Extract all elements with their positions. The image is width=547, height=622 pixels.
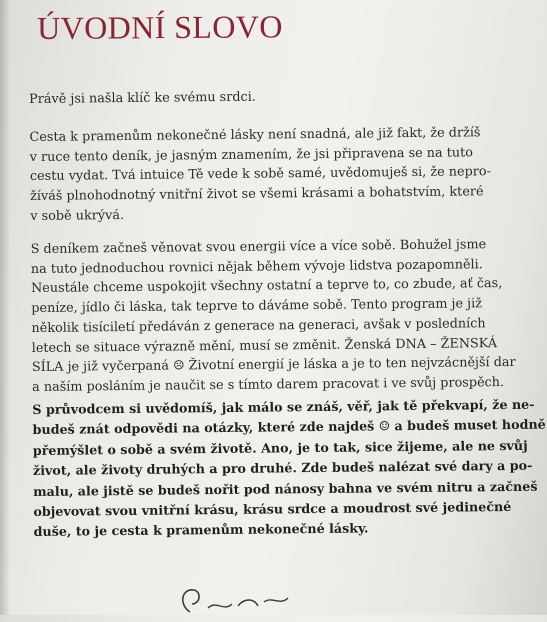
text-line: cestu vydat. Tvá intuice Tě vede k sobě samé, uvědomuješ si, že nepro- (29, 164, 491, 185)
flourish-icon (168, 582, 308, 622)
text-line: letech se situace výrazně mění, musí se změnit. Ženská DNA – ŽENSKÁ (31, 335, 498, 356)
text-line: život, ale životy druhých a pro druhé. Zde budeš nalézat své dary a po- (32, 457, 533, 479)
page-edge-shadow (0, 0, 10, 615)
text-line: S deníkem začneš věnovat svou energii více a více sobě. Bohužel jsme (30, 237, 487, 257)
intro-text (29, 86, 546, 540)
text-line: objevovat svou vnitřní krásu, krásu srdce a moudrost své jedinečné (33, 499, 512, 520)
text-line: přemýšlet o sobě a svém životě. Ano, je to tak, sice žijeme, ale ne svůj (32, 437, 528, 458)
text-line: žíváš plnohodnotný vnitřní život se všemi krásami a bohatstvím, které (30, 184, 484, 205)
text-line: Cesta k pramenům nekonečné lásky není snadná, ale již fakt, že držíš (29, 125, 481, 145)
text-line: na tuto jednoduchou rovnici nějak během vývoje lidstva pozapomněli. (30, 256, 483, 277)
paragraph-1 (29, 88, 256, 110)
paragraph-2 (29, 123, 491, 226)
text-line: několik tisíciletí předáván z generace na generaci, avšak v posledních (31, 316, 486, 336)
text-line: v sobě ukrývá. (30, 207, 125, 224)
text-line: a naším posláním je naučit se s tímto darem pracovat i ve svůj prospěch. (32, 374, 505, 395)
text-line: v ruce tento deník, je jasným znamením, že jsi připravena se na tuto (29, 145, 474, 165)
text-line: budeš znát odpovědi na otázky, které zde najdeš ☺ a budeš muset hodně (32, 417, 546, 438)
text-line: Neustále chceme uspokojit všechny ostatní a teprve to, co zbude, ať čas, (31, 276, 503, 297)
text-line: peníze, jídlo či láska, tak teprve to dáváme sobě. Tento program je již (31, 296, 483, 317)
text-line: duše, to je cesta k pramenům nekonečné lásky. (33, 520, 369, 540)
paragraph-3 (31, 235, 516, 398)
text-line: SÍLA je již vyčerpaná ☹ Životní energií je láska a je to ten nejvzácnější dar (31, 355, 516, 376)
text-line: S průvodcem si uvědomíš, jak málo se znáš, věř, jak tě překvapí, že ne- (32, 396, 535, 417)
paragraph-4 (32, 395, 547, 543)
text-line: malu, ale jistě se budeš nořit pod nánosy bahna ve svém nitru a začneš (33, 478, 538, 499)
page-title: ÚVODNÍ SLOVO (37, 8, 283, 46)
text-line: Právě jsi našla klíč ke svému srdci. (29, 89, 256, 107)
